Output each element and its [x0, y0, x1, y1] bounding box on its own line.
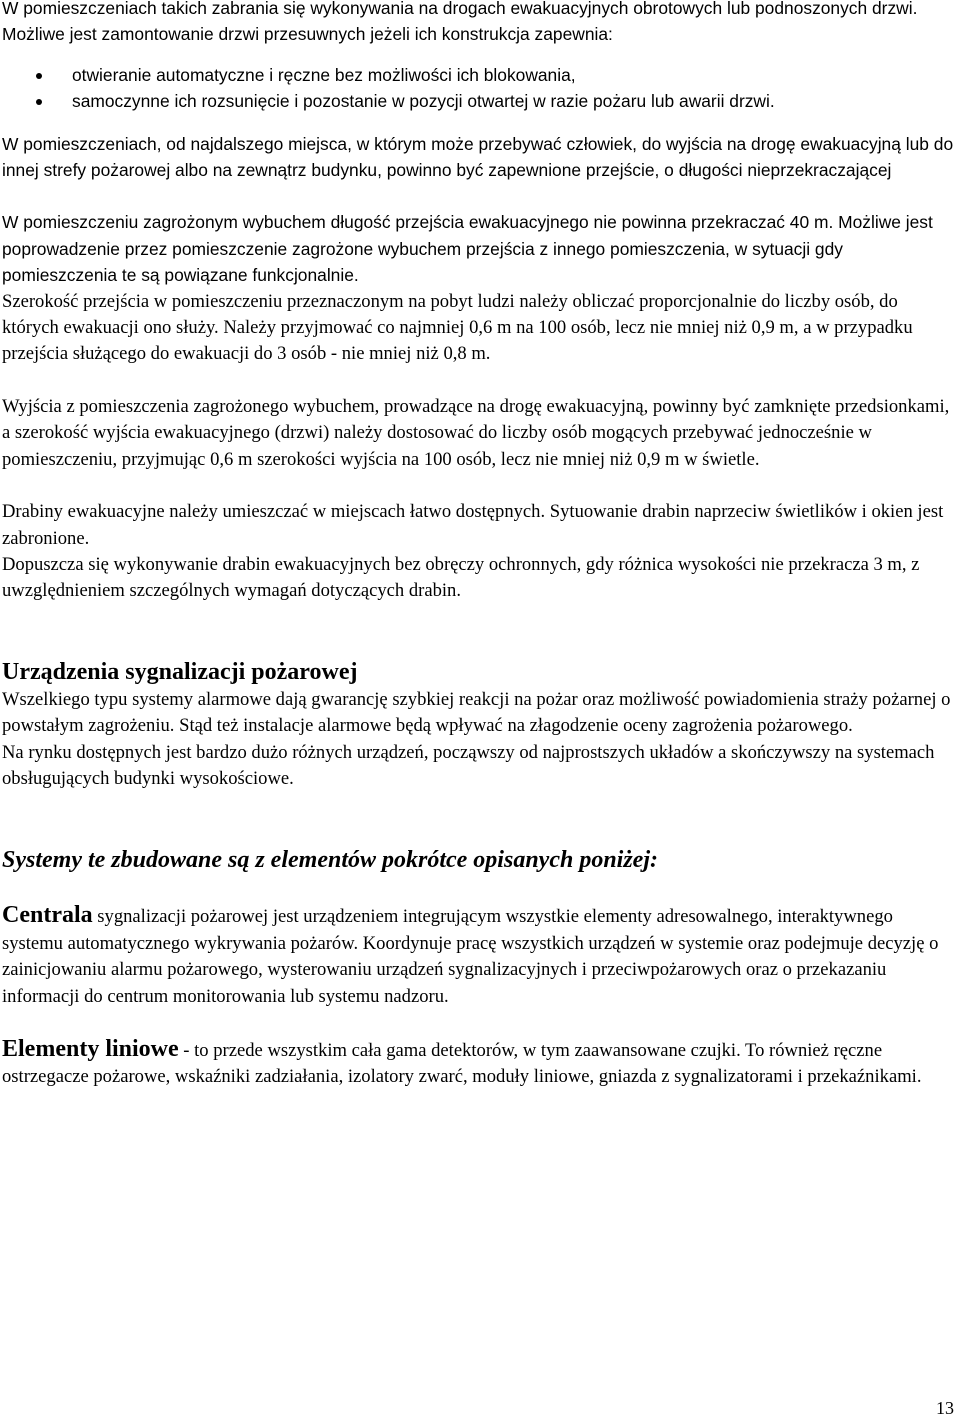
- line-elements-description: - to przede wszystkim cała gama detektorów, w tym zaawansowane czujki. To również ręczne ostrzegacze pożarowe, wskaźniki zadziałania, izolatory zwarć, moduły liniowe, gniazda z sygnalizatorami i przekaźnikami.: [2, 1039, 922, 1088]
- width-paragraph: Szerokość przejścia w pomieszczeniu przeznaczonym na pobyt ludzi należy obliczać proporcjonalnie do liczby osób, do których ewakuacji ono służy. Należy przyjmować co najmniej 0,6 m na 100 osób, lecz nie mniej niż 0,9 m, a w przypadku przejścia służącego do ewakuacji do 3 osób - nie mniej niż 0,8 m.: [2, 290, 913, 365]
- elements-section-heading: Systemy te zbudowane są z elementów pokrótce opisanych poniżej:: [2, 847, 658, 874]
- line-elements-term: Elementy liniowe: [2, 1035, 179, 1062]
- intro-paragraph: W pomieszczeniach takich zabrania się wykonywania na drogach ewakuacyjnych obrotowych lub podnoszonych drzwi. Możliwe jest zamontowanie drzwi przesuwnych jeżeli ich konstrukcja zapewnia:: [2, 0, 918, 45]
- central-term: Centrala: [2, 902, 93, 929]
- alarm-paragraph-2: Na rynku dostępnych jest bardzo dużo różnych urządzeń, począwszy od najprostszych układów a skończywszy na systemach obsługujących budynki wysokościowe.: [2, 741, 935, 789]
- line-elements-paragraph: [0, 1036, 960, 1091]
- list-item-text: samoczynne ich rozsunięcie i pozostanie w pozycji otwartej w razie pożaru lub awarii drzwi.: [72, 91, 775, 112]
- list-item: [0, 62, 960, 88]
- exits-paragraph: Wyjścia z pomieszczenia zagrożonego wybuchem, prowadzące na drogę ewakuacyjną, powinny być zamknięte przedsionkami, a szerokość wyjścia ewakuacyjnego (drzwi) należy dostosować do liczby osób mogących przebywać jednocześnie w pomieszczeniu, przyjmując 0,6 m szerokości wyjścia na 100 osób, lecz nie mniej niż 0,9 m w świetle.: [2, 395, 950, 470]
- central-description: sygnalizacji pożarowej jest urządzeniem integrującym wszystkie elementy adresowalnego, interaktywnego systemu automatycznego wykrywania pożarów. Koordynuje pracę wszystkich urządzeń w systemie oraz podejmuje decyzję o zainicjowaniu alarmu pożarowego, wysterowaniu urządzeń sygnalizacyjnych i przeciwpożarowych oraz o przekazaniu informacji do centrum monitorowania lub systemu nadzoru.: [2, 906, 939, 1007]
- list-item: [0, 88, 960, 114]
- distance-paragraph: W pomieszczeniach, od najdalszego miejsca, w którym może przebywać człowiek, do wyjścia na drogę ewakuacyjną lub do innej strefy pożarowej albo na zewnątrz budynku, powinno być zapewnione przejście, o długości nieprzekraczającej: [2, 133, 954, 181]
- ladders-paragraph-2: Dopuszcza się wykonywanie drabin ewakuacyjnych bez obręczy ochronnych, gdy różnica wysokości nie przekracza 3 m, z uwzględnieniem szczególnych wymagań dotyczących drabin.: [2, 553, 920, 602]
- central-paragraph: [0, 902, 960, 1010]
- list-item-text: otwieranie automatyczne i ręczne bez możliwości ich blokowania,: [72, 64, 576, 85]
- alarm-paragraph-1: Wszelkiego typu systemy alarmowe dają gwarancję szybkiej reakcji na pożar oraz możliwość powiadomienia straży pożarnej o powstałym zagrożeniu. Stąd też instalacje alarmowe będą wpływać na złagodzenie oceny zagrożenia pożarowego.: [2, 688, 951, 737]
- page-number: 13: [936, 1398, 954, 1418]
- bullet-icon: [36, 99, 42, 105]
- alarm-section-heading: Urządzenia sygnalizacji pożarowej: [2, 658, 358, 685]
- explosion-paragraph: W pomieszczeniu zagrożonym wybuchem długość przejścia ewakuacyjnego nie powinna przekraczać 40 m. Możliwe jest poprowadzenie przez pomieszczenie zagrożone wybuchem przejścia z innego pomieszczenia, w sytuacji gdy pomieszczenia te są powiązane funkcjonalnie.: [2, 212, 933, 286]
- ladders-paragraph-1: Drabiny ewakuacyjne należy umieszczać w miejscach łatwo dostępnych. Sytuowanie drabin naprzeciw świetlików i okien jest zabronione.: [2, 501, 944, 549]
- door-requirements-list: [0, 62, 960, 115]
- bullet-icon: [36, 73, 42, 79]
